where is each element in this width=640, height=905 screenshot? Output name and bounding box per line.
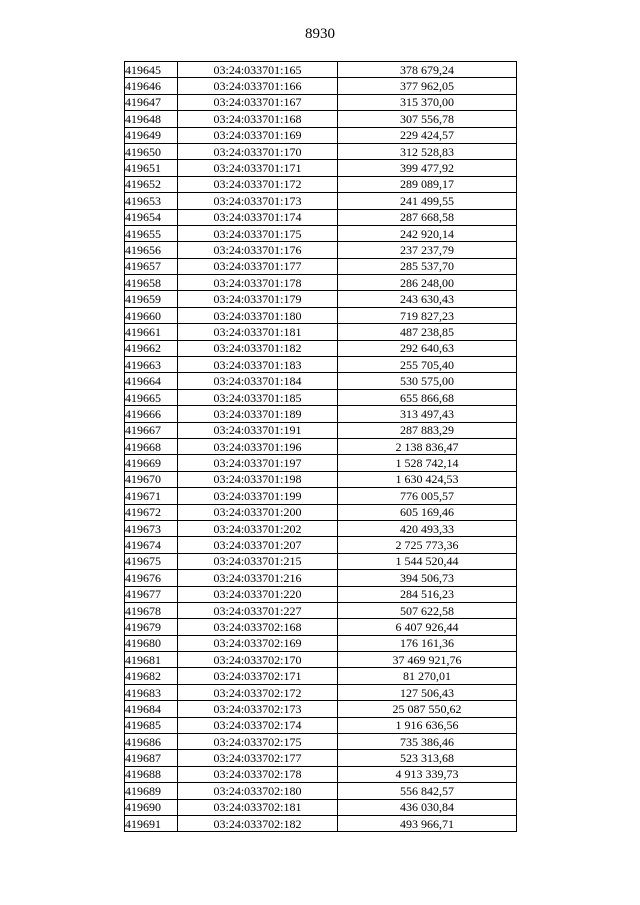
- cadastral-value-cell: 312 528,83: [338, 143, 517, 159]
- cadastral-value-cell: 2 725 773,36: [338, 537, 517, 553]
- row-number-cell: 419650: [125, 143, 178, 159]
- cadastral-number-cell: 03:24:033701:180: [178, 307, 338, 323]
- table-row: [125, 111, 517, 127]
- table-row: [125, 291, 517, 307]
- row-number-cell: 419688: [125, 766, 178, 782]
- cadastral-number-cell: 03:24:033701:179: [178, 291, 338, 307]
- cadastral-number-cell: 03:24:033701:172: [178, 176, 338, 192]
- cadastral-number-cell: 03:24:033701:165: [178, 62, 338, 78]
- row-number-cell: 419689: [125, 783, 178, 799]
- row-number-cell: 419668: [125, 438, 178, 454]
- row-number-cell: 419684: [125, 701, 178, 717]
- cadastral-number-cell: 03:24:033702:180: [178, 783, 338, 799]
- table-row: [125, 357, 517, 373]
- row-number-cell: 419651: [125, 160, 178, 176]
- table-row: [125, 438, 517, 454]
- row-number-cell: 419672: [125, 504, 178, 520]
- cadastral-value-cell: 436 030,84: [338, 799, 517, 815]
- cadastral-number-cell: 03:24:033701:199: [178, 488, 338, 504]
- table-row: [125, 619, 517, 635]
- cadastral-value-cell: 292 640,63: [338, 340, 517, 356]
- table-row: [125, 701, 517, 717]
- cadastral-number-cell: 03:24:033702:173: [178, 701, 338, 717]
- cadastral-number-cell: 03:24:033701:166: [178, 78, 338, 94]
- table-row: [125, 734, 517, 750]
- cadastral-number-cell: 03:24:033701:182: [178, 340, 338, 356]
- cadastral-value-cell: 307 556,78: [338, 111, 517, 127]
- cadastral-value-cell: 286 248,00: [338, 275, 517, 291]
- cadastral-number-cell: 03:24:033701:184: [178, 373, 338, 389]
- table-row: [125, 242, 517, 258]
- cadastral-value-cell: 37 469 921,76: [338, 652, 517, 668]
- row-number-cell: 419678: [125, 602, 178, 618]
- cadastral-value-cell: 229 424,57: [338, 127, 517, 143]
- row-number-cell: 419647: [125, 94, 178, 110]
- cadastral-value-cell: 255 705,40: [338, 357, 517, 373]
- row-number-cell: 419680: [125, 635, 178, 651]
- cadastral-value-cell: 81 270,01: [338, 668, 517, 684]
- table-row: [125, 406, 517, 422]
- cadastral-number-cell: 03:24:033701:200: [178, 504, 338, 520]
- cadastral-number-cell: 03:24:033701:216: [178, 570, 338, 586]
- table-row: [125, 307, 517, 323]
- row-number-cell: 419656: [125, 242, 178, 258]
- table-row: [125, 143, 517, 159]
- table-row: [125, 504, 517, 520]
- cadastral-number-cell: 03:24:033701:168: [178, 111, 338, 127]
- row-number-cell: 419674: [125, 537, 178, 553]
- row-number-cell: 419676: [125, 570, 178, 586]
- row-number-cell: 419649: [125, 127, 178, 143]
- table-row: [125, 422, 517, 438]
- cadastral-number-cell: 03:24:033701:174: [178, 209, 338, 225]
- row-number-cell: 419648: [125, 111, 178, 127]
- cadastral-number-cell: 03:24:033701:171: [178, 160, 338, 176]
- cadastral-value-cell: 176 161,36: [338, 635, 517, 651]
- table-row: [125, 275, 517, 291]
- row-number-cell: 419665: [125, 389, 178, 405]
- row-number-cell: 419663: [125, 357, 178, 373]
- cadastral-value-cell: 377 962,05: [338, 78, 517, 94]
- cadastral-number-cell: 03:24:033701:167: [178, 94, 338, 110]
- cadastral-number-cell: 03:24:033701:170: [178, 143, 338, 159]
- cadastral-value-cell: 313 497,43: [338, 406, 517, 422]
- cadastral-number-cell: 03:24:033701:176: [178, 242, 338, 258]
- row-number-cell: 419662: [125, 340, 178, 356]
- table-row: [125, 815, 517, 831]
- cadastral-value-table: [124, 61, 517, 832]
- table-row: [125, 209, 517, 225]
- cadastral-number-cell: 03:24:033701:207: [178, 537, 338, 553]
- cadastral-value-cell: 655 866,68: [338, 389, 517, 405]
- row-number-cell: 419681: [125, 652, 178, 668]
- cadastral-number-cell: 03:24:033701:220: [178, 586, 338, 602]
- table-row: [125, 783, 517, 799]
- cadastral-number-cell: 03:24:033702:169: [178, 635, 338, 651]
- table-row: [125, 258, 517, 274]
- cadastral-number-cell: 03:24:033701:215: [178, 553, 338, 569]
- table-row: [125, 373, 517, 389]
- row-number-cell: 419679: [125, 619, 178, 635]
- table-row: [125, 537, 517, 553]
- page-number: 8930: [305, 26, 335, 42]
- cadastral-value-cell: 394 506,73: [338, 570, 517, 586]
- row-number-cell: 419673: [125, 520, 178, 536]
- cadastral-value-cell: 493 966,71: [338, 815, 517, 831]
- cadastral-number-cell: 03:24:033701:191: [178, 422, 338, 438]
- table-row: [125, 324, 517, 340]
- cadastral-number-cell: 03:24:033702:170: [178, 652, 338, 668]
- table-row: [125, 717, 517, 733]
- cadastral-number-cell: 03:24:033701:202: [178, 520, 338, 536]
- cadastral-value-cell: 523 313,68: [338, 750, 517, 766]
- row-number-cell: 419655: [125, 225, 178, 241]
- cadastral-value-cell: 237 237,79: [338, 242, 517, 258]
- cadastral-value-cell: 487 238,85: [338, 324, 517, 340]
- cadastral-number-cell: 03:24:033701:181: [178, 324, 338, 340]
- table-body: [125, 62, 517, 832]
- cadastral-number-cell: 03:24:033701:177: [178, 258, 338, 274]
- cadastral-value-cell: 315 370,00: [338, 94, 517, 110]
- row-number-cell: 419652: [125, 176, 178, 192]
- cadastral-number-cell: 03:24:033701:169: [178, 127, 338, 143]
- row-number-cell: 419658: [125, 275, 178, 291]
- cadastral-number-cell: 03:24:033702:168: [178, 619, 338, 635]
- table-row: [125, 62, 517, 78]
- cadastral-value-cell: 241 499,55: [338, 193, 517, 209]
- table-row: [125, 488, 517, 504]
- table-row: [125, 160, 517, 176]
- cadastral-value-cell: 25 087 550,62: [338, 701, 517, 717]
- row-number-cell: 419677: [125, 586, 178, 602]
- cadastral-value-cell: 735 386,46: [338, 734, 517, 750]
- cadastral-value-cell: 287 883,29: [338, 422, 517, 438]
- cadastral-value-cell: 420 493,33: [338, 520, 517, 536]
- row-number-cell: 419682: [125, 668, 178, 684]
- table-row: [125, 471, 517, 487]
- cadastral-number-cell: 03:24:033702:174: [178, 717, 338, 733]
- table-row: [125, 766, 517, 782]
- table-row: [125, 684, 517, 700]
- cadastral-number-cell: 03:24:033701:173: [178, 193, 338, 209]
- cadastral-value-cell: 719 827,23: [338, 307, 517, 323]
- cadastral-number-cell: 03:24:033702:178: [178, 766, 338, 782]
- row-number-cell: 419661: [125, 324, 178, 340]
- cadastral-value-cell: 399 477,92: [338, 160, 517, 176]
- cadastral-value-cell: 4 913 339,73: [338, 766, 517, 782]
- cadastral-value-cell: 530 575,00: [338, 373, 517, 389]
- row-number-cell: 419646: [125, 78, 178, 94]
- cadastral-number-cell: 03:24:033701:198: [178, 471, 338, 487]
- row-number-cell: 419645: [125, 62, 178, 78]
- cadastral-number-cell: 03:24:033702:172: [178, 684, 338, 700]
- cadastral-number-cell: 03:24:033701:197: [178, 455, 338, 471]
- cadastral-value-cell: 1 916 636,56: [338, 717, 517, 733]
- cadastral-value-cell: 605 169,46: [338, 504, 517, 520]
- row-number-cell: 419670: [125, 471, 178, 487]
- table-row: [125, 799, 517, 815]
- cadastral-number-cell: 03:24:033702:171: [178, 668, 338, 684]
- cadastral-value-cell: 1 544 520,44: [338, 553, 517, 569]
- row-number-cell: 419664: [125, 373, 178, 389]
- row-number-cell: 419653: [125, 193, 178, 209]
- cadastral-number-cell: 03:24:033701:175: [178, 225, 338, 241]
- cadastral-number-cell: 03:24:033701:189: [178, 406, 338, 422]
- table-row: [125, 520, 517, 536]
- cadastral-value-cell: 556 842,57: [338, 783, 517, 799]
- table-row: [125, 225, 517, 241]
- cadastral-value-cell: 1 528 742,14: [338, 455, 517, 471]
- row-number-cell: 419686: [125, 734, 178, 750]
- row-number-cell: 419657: [125, 258, 178, 274]
- cadastral-number-cell: 03:24:033702:177: [178, 750, 338, 766]
- row-number-cell: 419659: [125, 291, 178, 307]
- row-number-cell: 419691: [125, 815, 178, 831]
- cadastral-value-cell: 243 630,43: [338, 291, 517, 307]
- cadastral-number-cell: 03:24:033702:181: [178, 799, 338, 815]
- row-number-cell: 419660: [125, 307, 178, 323]
- cadastral-value-cell: 127 506,43: [338, 684, 517, 700]
- cadastral-value-cell: 1 630 424,53: [338, 471, 517, 487]
- table-row: [125, 176, 517, 192]
- row-number-cell: 419671: [125, 488, 178, 504]
- cadastral-value-cell: 507 622,58: [338, 602, 517, 618]
- cadastral-number-cell: 03:24:033701:227: [178, 602, 338, 618]
- cadastral-value-cell: 289 089,17: [338, 176, 517, 192]
- row-number-cell: 419685: [125, 717, 178, 733]
- row-number-cell: 419675: [125, 553, 178, 569]
- cadastral-value-cell: 287 668,58: [338, 209, 517, 225]
- row-number-cell: 419667: [125, 422, 178, 438]
- row-number-cell: 419669: [125, 455, 178, 471]
- table-row: [125, 602, 517, 618]
- cadastral-value-cell: 242 920,14: [338, 225, 517, 241]
- cadastral-number-cell: 03:24:033701:183: [178, 357, 338, 373]
- row-number-cell: 419687: [125, 750, 178, 766]
- table-row: [125, 455, 517, 471]
- table-row: [125, 127, 517, 143]
- table-row: [125, 635, 517, 651]
- table-row: [125, 78, 517, 94]
- table-row: [125, 750, 517, 766]
- table-row: [125, 94, 517, 110]
- cadastral-number-cell: 03:24:033701:178: [178, 275, 338, 291]
- cadastral-value-cell: 284 516,23: [338, 586, 517, 602]
- cadastral-number-cell: 03:24:033701:196: [178, 438, 338, 454]
- table-row: [125, 586, 517, 602]
- table-row: [125, 668, 517, 684]
- cadastral-value-cell: 378 679,24: [338, 62, 517, 78]
- table-row: [125, 389, 517, 405]
- table-row: [125, 193, 517, 209]
- table-row: [125, 553, 517, 569]
- cadastral-value-cell: 285 537,70: [338, 258, 517, 274]
- cadastral-number-cell: 03:24:033702:182: [178, 815, 338, 831]
- table-row: [125, 340, 517, 356]
- cadastral-number-cell: 03:24:033702:175: [178, 734, 338, 750]
- table-row: [125, 652, 517, 668]
- row-number-cell: 419690: [125, 799, 178, 815]
- cadastral-value-cell: 6 407 926,44: [338, 619, 517, 635]
- row-number-cell: 419666: [125, 406, 178, 422]
- row-number-cell: 419654: [125, 209, 178, 225]
- row-number-cell: 419683: [125, 684, 178, 700]
- table-row: [125, 570, 517, 586]
- cadastral-value-cell: 2 138 836,47: [338, 438, 517, 454]
- cadastral-value-cell: 776 005,57: [338, 488, 517, 504]
- cadastral-number-cell: 03:24:033701:185: [178, 389, 338, 405]
